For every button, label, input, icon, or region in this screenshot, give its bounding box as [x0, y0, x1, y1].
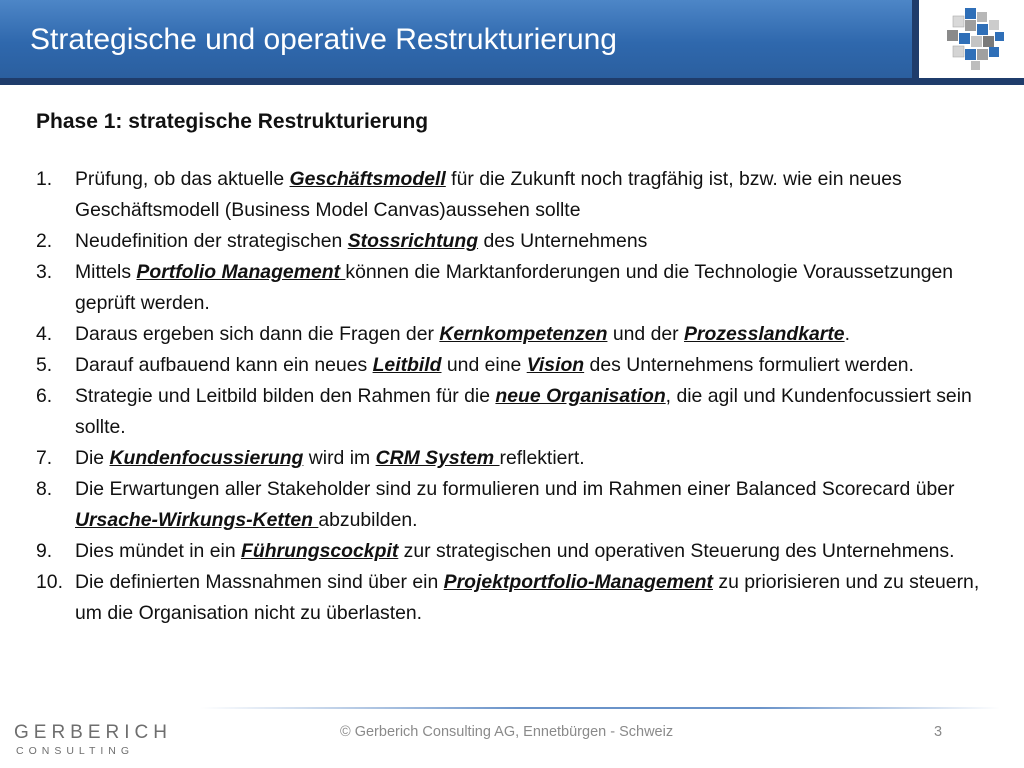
keyword-link: Geschäftsmodell: [289, 168, 446, 190]
list-text: zu priorisieren und zu steuern, um die Organisation nicht zu überlasten.: [75, 571, 980, 624]
title-bar: [0, 0, 912, 78]
list-text: Mittels: [75, 261, 137, 283]
slide-title: Strategische und operative Restrukturierung: [30, 23, 617, 56]
header-rule: [0, 78, 1024, 85]
brand-logo: [14, 722, 172, 758]
keyword-link: Kernkompetenzen: [439, 323, 608, 345]
list-number: 3.: [36, 261, 53, 283]
list-item: [36, 474, 1006, 536]
logo: [919, 0, 1024, 78]
header-divider: [912, 0, 919, 78]
list-text: .: [844, 323, 850, 345]
list-text: zur strategischen und operativen Steuerung des Unternehmens.: [398, 540, 955, 562]
brand-sub: CONSULTING: [16, 745, 135, 757]
list-item: [36, 567, 1006, 629]
list-text: Neudefinition der strategischen: [75, 230, 348, 252]
list-item: [36, 350, 1006, 381]
list-text: Die: [75, 447, 110, 469]
list-item: [36, 443, 1006, 474]
list-text: können die Marktanforderungen und die Technologie Voraussetzungen geprüft werden.: [75, 261, 954, 314]
copyright: © Gerberich Consulting AG, Ennetbürgen - Schweiz: [340, 724, 674, 740]
list-item: [36, 226, 1006, 257]
list-text: Daraus ergeben sich dann die Fragen der: [75, 323, 440, 345]
keyword-link: Stossrichtung: [347, 230, 479, 252]
page-number: 3: [934, 724, 943, 740]
list-text: des Unternehmens: [478, 230, 648, 252]
keyword-link: Projektportfolio-Management: [443, 571, 713, 593]
list-text: und eine: [441, 354, 527, 376]
list-item: [36, 536, 1006, 567]
keyword-link: Vision: [526, 354, 585, 376]
cube-cluster-icon: [937, 6, 1007, 72]
slide-content: [36, 108, 1006, 629]
footer-line: [200, 707, 1000, 709]
list-number: 10.: [36, 571, 63, 593]
list-text: und der: [607, 323, 684, 345]
keyword-link: Ursache-Wirkungs-Ketten: [75, 509, 319, 531]
list-text: , die agil und Kundenfocussiert sein sollte.: [75, 385, 972, 438]
keyword-link: Leitbild: [372, 354, 442, 376]
list-text: reflektiert.: [499, 447, 585, 469]
keyword-link: neue Organisation: [495, 385, 666, 407]
list-number: 1.: [36, 168, 53, 190]
brand-name: GERBERICH: [14, 722, 172, 743]
list-number: 8.: [36, 478, 53, 500]
list-text: Darauf aufbauend kann ein neues: [75, 354, 373, 376]
list-text: Prüfung, ob das aktuelle: [75, 168, 290, 190]
list-text: abzubilden.: [318, 509, 418, 531]
list-item: [36, 381, 1006, 443]
steps-list: [36, 164, 1006, 629]
list-text: für die Zukunft noch tragfähig ist, bzw. wie ein neues Geschäftsmodell (Business Model Canvas)aussehen sollte: [75, 168, 902, 221]
list-number: 9.: [36, 540, 53, 562]
list-number: 7.: [36, 447, 53, 469]
keyword-link: CRM System: [375, 447, 500, 469]
phase-title: Phase 1: strategische Restrukturierung: [36, 110, 429, 133]
keyword-link: Portfolio Management: [136, 261, 346, 283]
list-text: Die Erwartungen aller Stakeholder sind zu formulieren und im Rahmen einer Balanced Scorecard über: [75, 478, 955, 500]
keyword-link: Führungscockpit: [241, 540, 399, 562]
list-number: 2.: [36, 230, 53, 252]
list-item: [36, 257, 1006, 319]
list-item: [36, 164, 1006, 226]
list-number: 4.: [36, 323, 53, 345]
list-text: Die definierten Massnahmen sind über ein: [75, 571, 444, 593]
keyword-link: Kundenfocussierung: [109, 447, 304, 469]
list-number: 5.: [36, 354, 53, 376]
list-text: wird im: [303, 447, 376, 469]
list-text: des Unternehmens formuliert werden.: [584, 354, 914, 376]
list-text: Strategie und Leitbild bilden den Rahmen für die: [75, 385, 496, 407]
list-number: 6.: [36, 385, 53, 407]
list-text: Dies mündet in ein: [75, 540, 241, 562]
list-item: [36, 319, 1006, 350]
keyword-link: Prozesslandkarte: [683, 323, 845, 345]
